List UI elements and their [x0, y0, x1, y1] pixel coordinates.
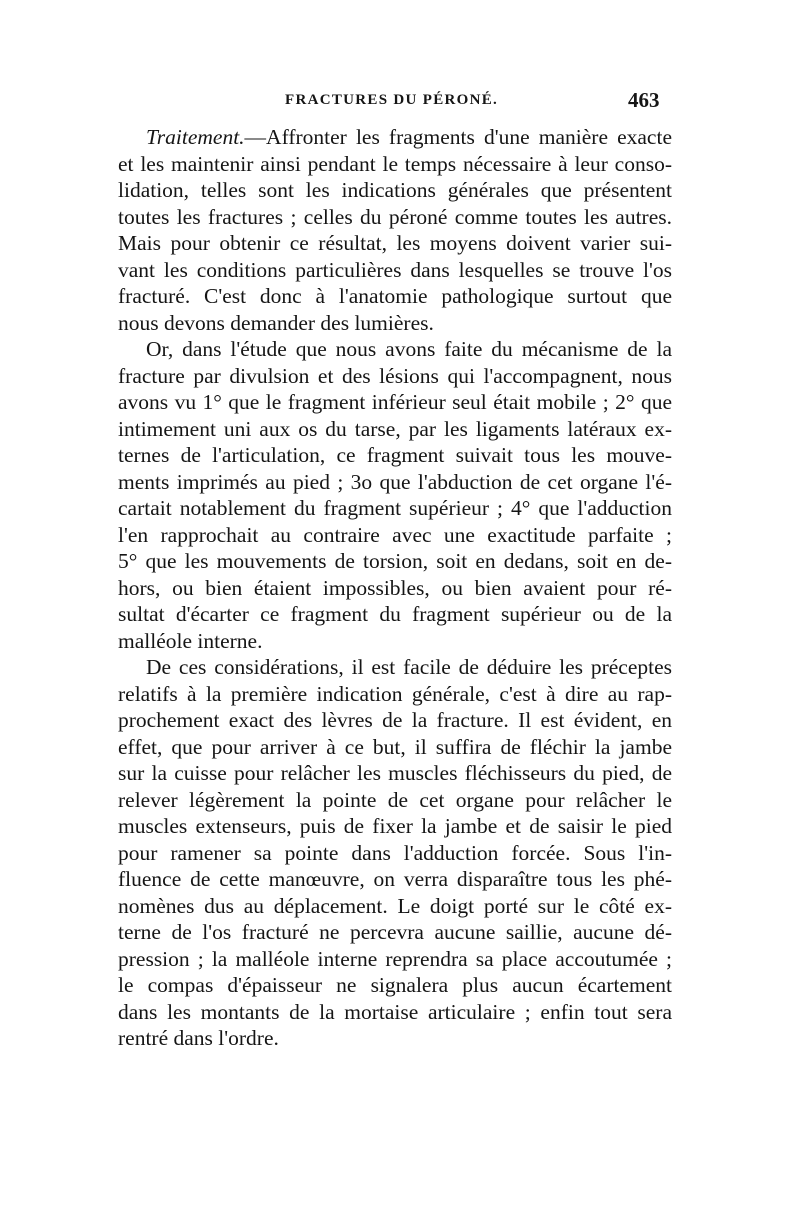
text-line: vant les conditions particulières dans lesquelles se trouve l'os — [118, 257, 672, 282]
text-line: sultat d'écarter ce fragment du fragment supérieur ou de la — [118, 602, 672, 626]
text-line: l'en rapprochait au contraire avec une exactitude parfaite ; — [118, 522, 672, 547]
text-line: Mais pour obtenir ce résultat, les moyens doivent varier sui- — [118, 231, 672, 255]
text-line-content: —Affronter les fragments d'une manière exacte — [244, 125, 672, 149]
text-line: nous devons demander des lumières. — [118, 310, 434, 335]
text-line: effet, que pour arriver à ce but, il suffira de fléchir la jambe — [118, 734, 672, 759]
text-line: malléole interne. — [118, 628, 263, 653]
text-line: dans les montants de la mortaise articulaire ; enfin tout sera — [118, 999, 672, 1024]
text-line: prochement exact des lèvres de la fracture. Il est évident, en — [118, 708, 672, 732]
text-line: sur la cuisse pour relâcher les muscles fléchisseurs du pied, de — [118, 761, 672, 785]
text-line: relatifs à la première indication générale, c'est à dire au rap- — [118, 681, 672, 706]
text-line: lidation, telles sont les indications générales que présentent — [118, 178, 672, 202]
text-line: rentré dans l'ordre. — [118, 1026, 279, 1050]
text-line: Or, dans l'étude que nous avons faite du mécanisme de la — [146, 337, 672, 361]
text-line: terne de l'os fracturé ne percevra aucune saillie, aucune dé- — [118, 920, 672, 944]
body-text — [118, 124, 672, 1052]
text-line: fracturé. C'est donc à l'anatomie pathologique surtout que — [118, 284, 672, 308]
text-line: De ces considérations, il est facile de déduire les préceptes — [146, 655, 672, 679]
running-header: FRACTURES DU PÉRONÉ. — [285, 92, 499, 108]
text-line: fracture par divulsion et des lésions qui l'accompagnent, nous — [118, 363, 672, 388]
text-line: pour ramener sa pointe dans l'adduction forcée. Sous l'in- — [118, 840, 672, 865]
text-line: et les maintenir ainsi pendant le temps nécessaire à leur conso- — [118, 151, 672, 176]
text-line: relever légèrement la pointe de cet organe pour relâcher le — [118, 787, 672, 812]
text-line: ternes de l'articulation, ce fragment suivait tous les mouve- — [118, 443, 672, 467]
text-line: 5° que les mouvements de torsion, soit en dedans, soit en de- — [118, 549, 672, 573]
text-line: pression ; la malléole interne reprendra sa place accoutumée ; — [118, 946, 672, 971]
text-line: toutes les fractures ; celles du péroné comme toutes les autres. — [118, 204, 672, 229]
text-line: nomènes dus au déplacement. Le doigt porté sur le côté ex- — [118, 893, 672, 918]
text-line — [118, 124, 672, 151]
page-number: 463 — [628, 88, 660, 112]
section-heading: Traitement. — [146, 125, 245, 149]
text-line: fluence de cette manœuvre, on verra disparaître tous les phé- — [118, 867, 672, 891]
text-line: ments imprimés au pied ; 3o que l'abduction de cet organe l'é- — [118, 469, 672, 494]
text-line: hors, ou bien étaient impossibles, ou bien avaient pour ré- — [118, 575, 672, 600]
text-line: le compas d'épaisseur ne signalera plus aucun écartement — [118, 973, 672, 997]
text-line: avons vu 1° que le fragment inférieur seul était mobile ; 2° que — [118, 390, 672, 414]
text-line: cartait notablement du fragment supérieur ; 4° que l'adduction — [118, 496, 672, 520]
text-line: intimement uni aux os du tarse, par les ligaments latéraux ex- — [118, 416, 672, 441]
text-line: muscles extenseurs, puis de fixer la jambe et de saisir le pied — [118, 814, 672, 838]
